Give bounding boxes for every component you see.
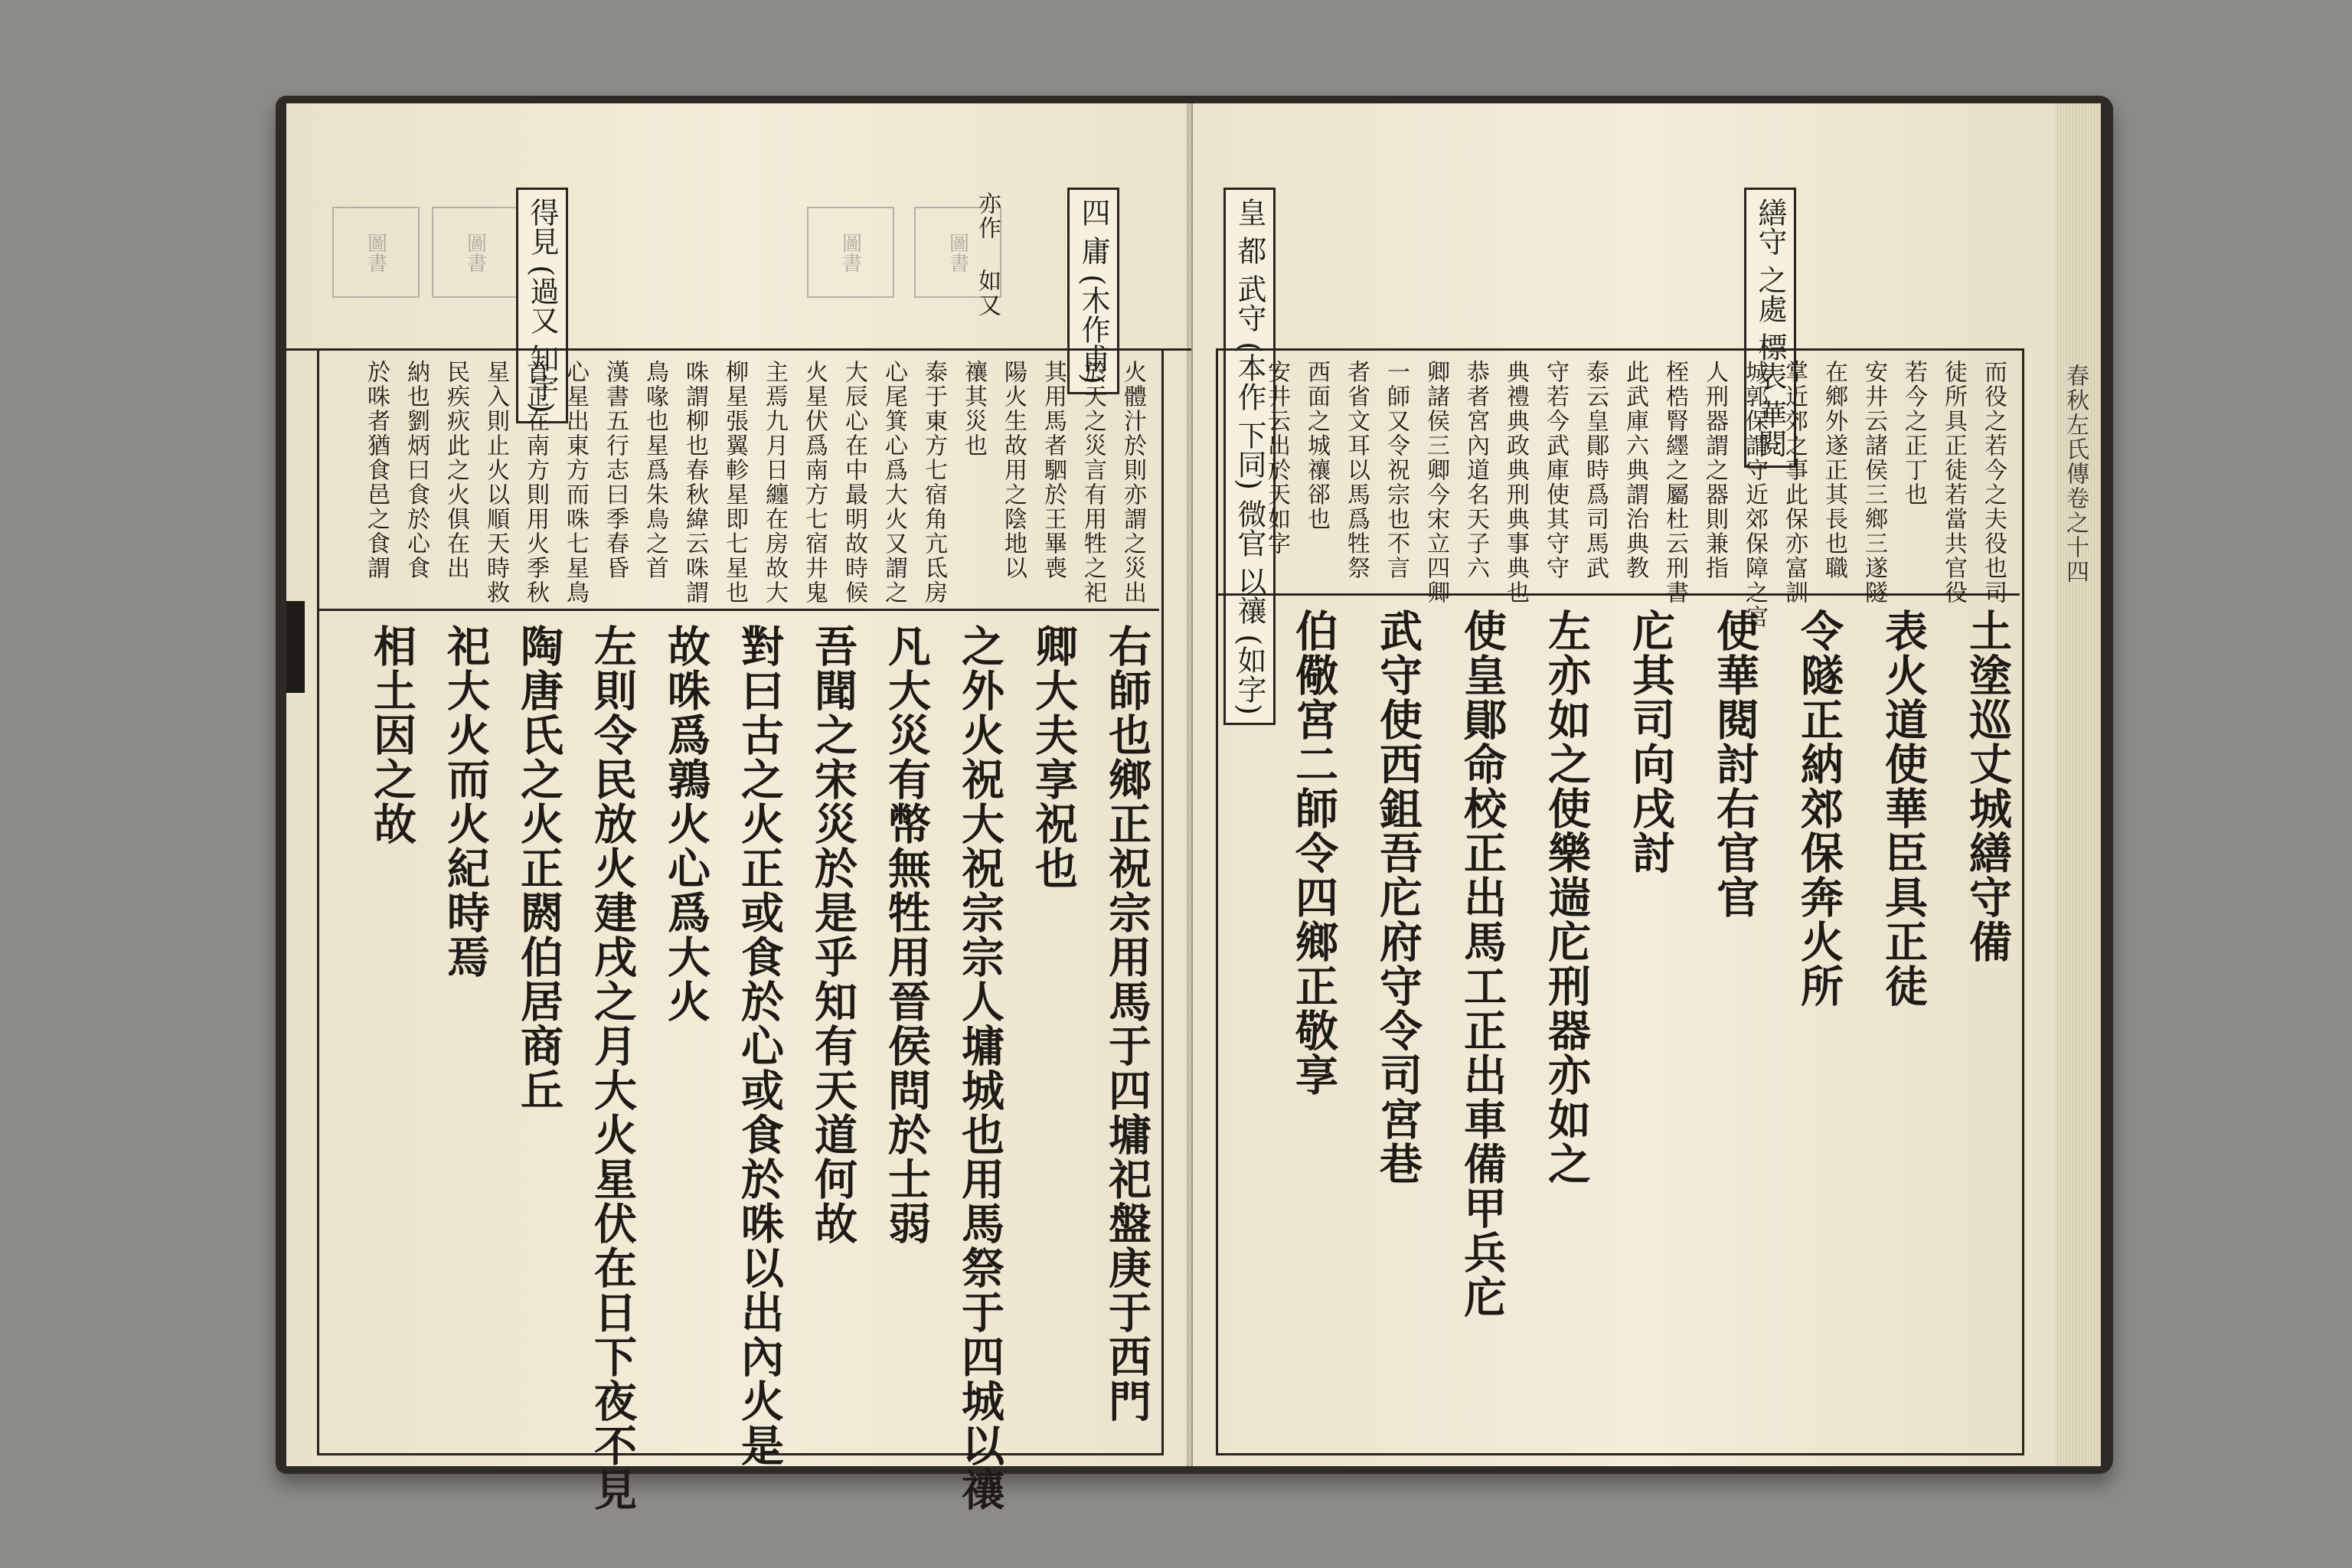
commentary-column: 漢書五行志曰季春昏	[602, 360, 629, 580]
main-text-column: 凡大災有幣無牲用晉侯問於士弱	[881, 624, 932, 1246]
library-stamp: 圖書	[914, 207, 1001, 298]
commentary-column: 於天之災言有用牲之祀	[1080, 360, 1106, 605]
commentary-column: 西面之城禳郤也	[1303, 360, 1330, 531]
commentary-column: 若今之正丁也	[1900, 360, 1927, 507]
edge-title: 春秋左氏傳卷之十四	[2062, 364, 2089, 584]
header-label-right: 繕守 之處 標表 華閱	[1744, 188, 1796, 468]
main-text-column: 武守使西鉏吾庀府守令司宮巷	[1373, 609, 1423, 1186]
commentary-column: 泰云皇鄖時爲司馬武	[1582, 360, 1609, 580]
commentary-column: 禳其災也	[960, 360, 987, 458]
main-text-column: 祀大火而火紀時焉	[440, 624, 491, 979]
commentary-column: 大辰心在中最明故時候	[841, 360, 867, 605]
commentary-column: 泰于東方七宿角亢氐房	[920, 360, 947, 605]
header-notes-box: 皇 都 武守 (本作 下同) 微官 以禳 (如字)	[1223, 188, 1276, 725]
library-stamp: 圖書	[432, 207, 519, 298]
commentary-column: 守若今武庫使其守守	[1542, 360, 1569, 580]
main-text-column: 相土因之故	[367, 624, 417, 846]
commentary-column: 者省文耳以馬爲牲祭	[1343, 360, 1370, 580]
commentary-column: 其用馬者駟於王畢喪	[1040, 360, 1067, 580]
main-text-column: 左則令民放火建戌之月大火星伏在日下夜不見	[587, 624, 638, 1512]
main-text-column: 表火道使華臣具正徒	[1878, 609, 1929, 1008]
commentary-column: 心尾箕心爲大火又謂之	[880, 360, 907, 605]
header-label-left: 得見 (過又 知宇)	[516, 188, 568, 423]
main-text-column: 對曰古之火正或食於心或食於咮以出內火是	[734, 624, 785, 1468]
header-notes: 亦作 如又	[974, 191, 1001, 318]
main-text-column: 吾聞之宋災於是乎知有天道何故	[808, 624, 858, 1246]
main-text-column: 陶唐氏之火正閼伯居商丘	[514, 624, 564, 1112]
commentary-column: 卿諸侯三卿今宋立四卿	[1423, 360, 1449, 605]
page-edges	[2055, 103, 2101, 1466]
left-page	[286, 103, 1193, 1512]
header-label-right: 四 庸 (木作甫)	[1067, 188, 1119, 394]
main-text-column: 使華閱討右官官	[1710, 609, 1760, 920]
library-stamp: 圖書	[807, 207, 894, 298]
header-rule	[1216, 348, 2020, 351]
main-text-column: 伯儆宮二師令四鄉正敬享	[1289, 609, 1339, 1097]
commentary-column: 此武庫六典謂治典教	[1622, 360, 1648, 580]
main-text-column: 之外火祝大祝宗宗人墉城也用馬祭于四城以禳	[955, 624, 1005, 1512]
main-text-column: 令隧正納郊保奔火所	[1794, 609, 1844, 1008]
commentary-column: 人刑器謂之器則兼指	[1701, 360, 1728, 580]
commentary-column: 典禮典政典刑典事典也	[1502, 360, 1529, 605]
commentary-column: 恭者宮內道名天子六	[1462, 360, 1489, 580]
main-text-column: 使皇鄖命校正出馬工正出車備甲兵庀	[1457, 609, 1508, 1319]
commentary-column: 心星出東方而咮七星鳥	[562, 360, 589, 605]
commentary-column: 陽火生故用之陰地以	[1000, 360, 1027, 580]
commentary-column: 火星伏爲南方七宿井鬼	[801, 360, 828, 605]
open-book	[276, 96, 2113, 1512]
main-text-column: 土塗巡丈城繕守備	[1962, 609, 2013, 964]
commentary-column: 火體汁於則亦謂之災出	[1119, 360, 1146, 605]
commentary-column: 納也劉炳曰食於心食	[403, 360, 430, 580]
right-page	[1193, 103, 2101, 1466]
commentary-column: 柳星張翼軫星即七星也	[721, 360, 748, 605]
commentary-column: 鳥喙也星爲朱鳥之首	[642, 360, 668, 580]
commentary-column: 安井云諸侯三鄉三遂隧	[1860, 360, 1887, 605]
commentary-column: 民疾疢此之火俱在出	[443, 360, 469, 580]
page-tab	[286, 601, 305, 693]
main-text-column: 故咮爲鶉火心爲大火	[661, 624, 711, 1024]
library-stamp: 圖書	[332, 207, 420, 298]
main-text-column: 左亦如之使樂遄庀刑器亦如之	[1541, 609, 1592, 1186]
commentary-column: 星入則止火以順天時救	[482, 360, 509, 605]
commentary-divider	[317, 609, 1159, 611]
commentary-column: 而役之若今之夫役也司	[1980, 360, 2007, 605]
commentary-divider	[1216, 593, 2020, 596]
commentary-column: 城郭保謂守近郊保障之官	[1741, 360, 1768, 629]
main-text-column: 庀其司向戌討	[1625, 609, 1676, 875]
header-rule	[286, 348, 1191, 351]
main-text-column: 右師也鄉正祝宗用馬于四墉祀盤庚于西門	[1102, 624, 1152, 1423]
commentary-column: 首正在南方則用火季秋	[522, 360, 549, 605]
main-text-column: 卿大夫享祝也	[1028, 624, 1079, 890]
commentary-column: 咮謂柳也春秋緯云咮謂	[681, 360, 708, 605]
commentary-column: 徒所具正徒若當共官役	[1940, 360, 1967, 605]
commentary-column: 在鄉外遂正其長也職	[1821, 360, 1847, 580]
commentary-column: 主焉九月日纏在房故大	[761, 360, 788, 605]
commentary-column: 一師又令祝宗也不言	[1383, 360, 1410, 580]
commentary-column: 安井云出於天如字	[1263, 360, 1290, 556]
commentary-column: 掌近郊之事此保亦富訓	[1781, 360, 1808, 605]
commentary-column: 於咮者猶食邑之食謂	[363, 360, 390, 580]
commentary-column: 桎梏腎纆之屬杜云刑書	[1661, 360, 1688, 605]
